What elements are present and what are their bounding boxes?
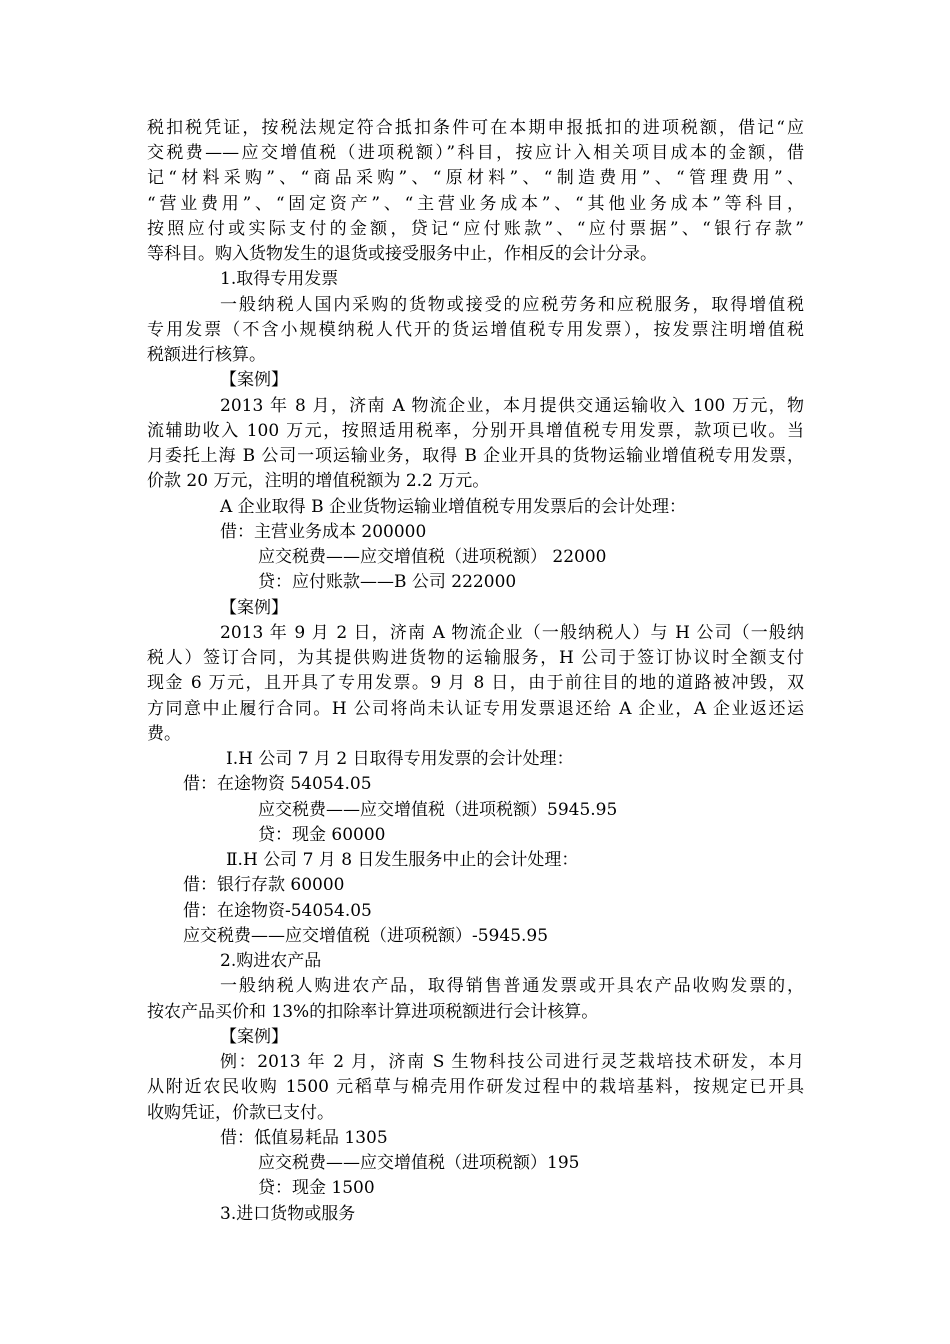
journal-entry: 应交税费——应交增值税（进项税额） 22000 — [258, 547, 607, 567]
text-line: 2013 年 9 月 2 日，济南 A 物流企业（一般纳税人）与 H 公司（一般纳 — [220, 623, 804, 643]
journal-entry: 借：银行存款 60000 — [183, 875, 345, 895]
text-line: 税额进行核算。 — [147, 345, 266, 365]
text-line: 从附近农民收购 1500 元稻草与棉壳用作研发过程中的栽培基料，按规定已开具 — [147, 1077, 804, 1097]
text-line: 例：2013 年 2 月，济南 S 生物科技公司进行灵芝栽培技术研发，本月 — [220, 1052, 804, 1072]
text-line: 等科目。购入货物发生的退货或接受服务中止，作相反的会计分录。 — [147, 244, 657, 264]
text-line: 2013 年 8 月，济南 A 物流企业，本月提供交通运输收入 100 万元，物 — [220, 396, 804, 416]
journal-entry: 借：在途物资-54054.05 — [183, 901, 372, 921]
case-label: 【案例】 — [220, 598, 288, 618]
section-heading: 2.购进农产品 — [220, 951, 322, 971]
case-label: 【案例】 — [220, 370, 288, 390]
journal-entry: 应交税费——应交增值税（进项税额）195 — [258, 1153, 580, 1173]
section-heading: 1.取得专用发票 — [220, 269, 339, 289]
subsection-heading: Ⅱ.H 公司 7 月 8 日发生服务中止的会计处理： — [226, 850, 579, 870]
journal-entry: 应交税费——应交增值税（进项税额）5945.95 — [258, 800, 618, 820]
text-line: 按照应付或实际支付的金额，贷记“应付账款”、“应付票据”、“银行存款” — [147, 219, 804, 239]
journal-entry: 借：低值易耗品 1305 — [220, 1128, 388, 1148]
text-line: 费。 — [147, 724, 181, 744]
journal-entry: 贷：应付账款——B 公司 222000 — [258, 572, 517, 592]
text-line: 方同意中止履行合同。H 公司将尚未认证专用发票退还给 A 企业，A 企业返还运 — [147, 699, 804, 719]
text-line: “营业费用”、“固定资产”、“主营业务成本”、“其他业务成本”等科目， — [147, 194, 804, 214]
text-line: 流辅助收入 100 万元，按照适用税率，分别开具增值税专用发票，款项已收。当 — [147, 421, 804, 441]
text-line: 一般纳税人国内采购的货物或接受的应税劳务和应税服务，取得增值税 — [220, 295, 804, 315]
text-line: 价款 20 万元，注明的增值税额为 2.2 万元。 — [147, 471, 490, 491]
text-line: 按农产品买价和 13%的扣除率计算进项税额进行会计核算。 — [147, 1002, 599, 1022]
text-line: A 企业取得 B 企业货物运输业增值税专用发票后的会计处理： — [220, 497, 686, 517]
journal-entry: 应交税费——应交增值税（进项税额）-5945.95 — [183, 926, 549, 946]
journal-entry: 借：主营业务成本 200000 — [220, 522, 427, 542]
text-line: 税人）签订合同，为其提供购进货物的运输服务，H 公司于签订协议时全额支付 — [147, 648, 804, 668]
journal-entry: 贷：现金 1500 — [258, 1178, 375, 1198]
section-heading: 3.进口货物或服务 — [220, 1204, 356, 1224]
text-line: 记“材料采购”、“商品采购”、“原材料”、“制造费用”、“管理费用”、 — [147, 168, 804, 188]
text-line: 月委托上海 B 公司一项运输业务，取得 B 企业开具的货物运输业增值税专用发票， — [147, 446, 804, 466]
journal-entry: 借：在途物资 54054.05 — [183, 774, 372, 794]
text-line: 一般纳税人购进农产品，取得销售普通发票或开具农产品收购发票的， — [220, 976, 804, 996]
text-line: 专用发票（不含小规模纳税人代开的货运增值税专用发票），按发票注明增值税 — [147, 320, 804, 340]
text-line: 收购凭证，价款已支付。 — [147, 1103, 334, 1123]
journal-entry: 贷：现金 60000 — [258, 825, 386, 845]
text-line: 现金 6 万元，且开具了专用发票。9 月 8 日，由于前往目的地的道路被冲毁，双 — [147, 673, 804, 693]
text-line: 税扣税凭证，按税法规定符合抵扣条件可在本期申报抵扣的进项税额，借记“应 — [147, 118, 804, 138]
subsection-heading: Ⅰ.H 公司 7 月 2 日取得专用发票的会计处理： — [226, 749, 574, 769]
text-line: 交税费——应交增值税（进项税额）”科目，按应计入相关项目成本的金额，借 — [147, 143, 804, 163]
case-label: 【案例】 — [220, 1027, 288, 1047]
